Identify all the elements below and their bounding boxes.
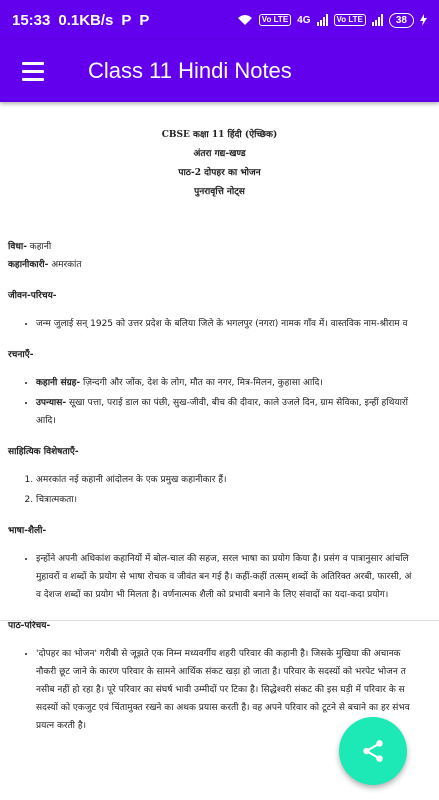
signal-icon — [317, 14, 328, 26]
battery-icon: 38 — [389, 13, 414, 28]
header-line: CBSE कक्षा 11 हिंदी (ऐच्छिक) — [161, 130, 278, 140]
list-item — [36, 550, 431, 604]
header-line: अंतरा गद्य-खण्ड — [193, 149, 246, 159]
style-line: व देशज शब्दों का प्रयोग भी मिलता है। वर्णनात्मक शैली को प्रभावी बनाने के लिए संवादों का यदा-कदा प्रयोग। — [36, 590, 389, 600]
bio-list — [8, 315, 431, 333]
lesson-line: 'दोपहर का भोजन' गरीबी से जूझते एक निम्न मध्यवर्गीय शहरी परिवार की कहानी है। जिसके मुखिया की अचानक — [36, 649, 401, 659]
document-content[interactable] — [0, 102, 439, 800]
works-item-label: कहानी संग्रह- — [36, 378, 81, 388]
wifi-icon — [237, 14, 253, 26]
parking-icon: P — [139, 11, 150, 29]
author-line — [8, 256, 431, 274]
list-item — [36, 394, 431, 430]
header-line: पुनरावृत्ति नोट्स — [194, 187, 245, 197]
document-header — [0, 126, 439, 202]
lesson-line: प्रयत्न करती है। — [36, 721, 87, 731]
status-bar — [0, 0, 439, 40]
lesson-line: नसीब नहीं हो रहा है। पूरे परिवार का संघर्ष भावी उम्मीदों पर टिका है। सिद्धेश्वरी संकट की इस घड़ी में परिवार के स — [36, 685, 405, 695]
list-item: 1. अमरकांत नई कहानी आंदोलन के एक प्रमुख कहानीकार हैं। — [36, 471, 431, 489]
charging-icon — [420, 14, 427, 26]
list-item: 2. चित्रात्मकता। — [36, 491, 431, 509]
section-title-works: रचनाएँ- — [8, 350, 34, 360]
style-list — [8, 550, 431, 604]
list-item — [36, 374, 431, 392]
literary-list — [8, 471, 431, 509]
hamburger-menu-icon[interactable] — [22, 62, 44, 81]
section-title-bio: जीवन-परिचय- — [8, 291, 57, 301]
status-time: 15:33 — [12, 11, 51, 29]
parking-icon: P — [121, 11, 132, 29]
works-item-text: सूखा पत्ता, पराई डाल का पंछी, सुख-जीवी, बीच की दीवार, काले उजले दिन, ग्राम सेविका, इन्हीं हथियारों — [66, 398, 408, 408]
genre-value: कहानी — [26, 242, 52, 252]
lesson-line: नौकरी छूट जाने के कारण परिवार के सामने आर्थिक संकट खड़ा हो जाता है। परिवार के सदस्यों को भरपेट भोजन त — [36, 667, 406, 677]
works-item-cont: आदि। — [36, 416, 56, 426]
lesson-line: सदस्यों को एकजुट एवं चिंतामुक्त रखने का अथक प्रयास करती है। वह अपने परिवार को टूटने से बचाने का हर संभव — [36, 703, 410, 713]
works-list — [8, 374, 431, 430]
section-title-literary: साहित्यिक विशेषताएँ- — [8, 447, 79, 457]
works-item-text: ज़िन्दगी और जोंक, देश के लोग, मौत का नगर, मित्र-मिलन, कुहासा आदि। — [80, 378, 323, 388]
network-type: 4G — [297, 14, 311, 26]
works-item-label: उपन्यास- — [36, 398, 67, 408]
author-label: कहानीकारी- — [8, 260, 49, 270]
section-title-lesson: पाठ-परिचय- — [8, 621, 51, 631]
content-divider — [0, 620, 439, 621]
genre-line — [8, 238, 431, 256]
author-value: अमरकांत — [48, 260, 82, 270]
share-button[interactable] — [339, 717, 407, 785]
volte-badge: Vo LTE — [259, 14, 291, 26]
section-title-style: भाषा-शैली- — [8, 526, 47, 536]
app-title: Class 11 Hindi Notes — [88, 58, 292, 83]
style-line: मुहावरों व शब्दों के प्रयोग से भाषा रोचक व जीवंत बन गई है। कहीं-कहीं तत्सम् शब्दों के अतिरिक्त अरबी, फारसी, अं — [36, 572, 412, 582]
app-bar — [0, 40, 439, 102]
genre-label: विधा- — [8, 242, 27, 252]
list-item: • जन्म जुलाई सन् 1925 को उत्तर प्रदेश के बलिया जिले के भगलपुर (नगरा) नामक गाँव में। वास्तविक नाम-श्रीराम व — [36, 315, 431, 333]
style-line: इन्होंने अपनी अधिकांश कहानियों में बोल-चाल की सहज, सरल भाषा का प्रयोग किया है। प्रसंग व पात्रानुसार आंचलि — [36, 554, 409, 564]
signal-icon — [372, 14, 383, 26]
status-speed: 0.1KB/s — [58, 11, 114, 29]
header-line: पाठ-2 दोपहर का भोजन — [178, 168, 261, 178]
share-icon — [360, 738, 386, 764]
volte-badge: Vo LTE — [334, 14, 366, 26]
